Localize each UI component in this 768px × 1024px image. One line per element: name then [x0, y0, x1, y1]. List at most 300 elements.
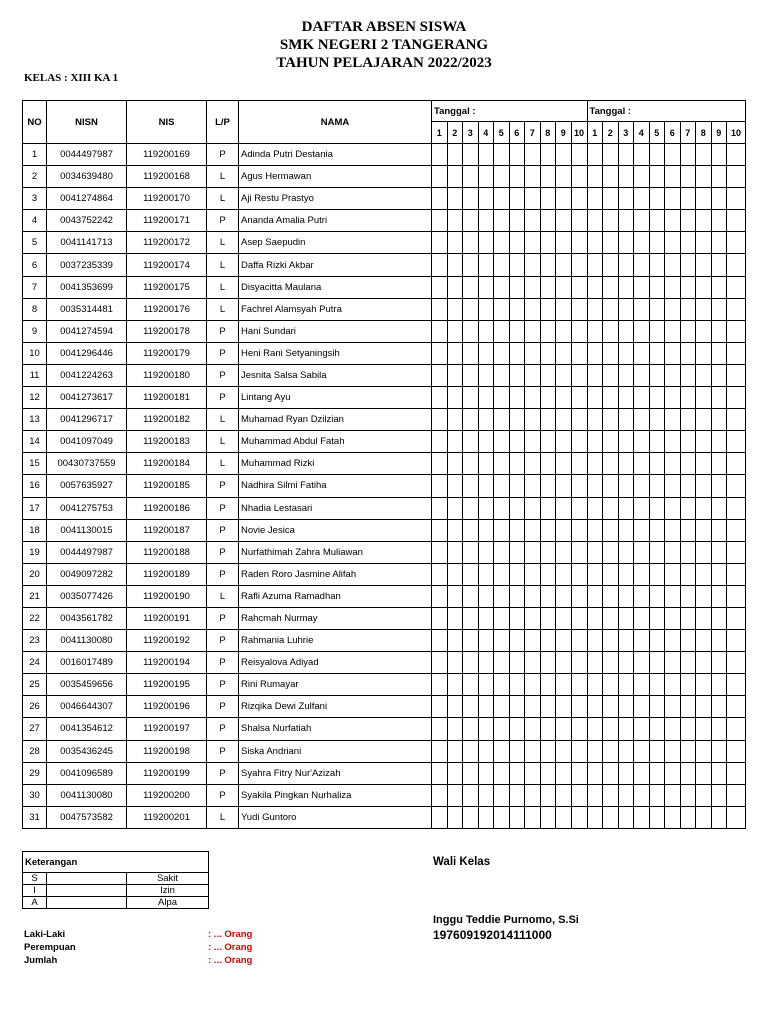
attendance-cell[interactable]: [727, 630, 746, 652]
attendance-cell[interactable]: [509, 166, 525, 188]
attendance-cell[interactable]: [618, 541, 634, 563]
attendance-cell[interactable]: [711, 674, 727, 696]
attendance-cell[interactable]: [494, 497, 510, 519]
attendance-cell[interactable]: [665, 806, 681, 828]
attendance-cell[interactable]: [432, 718, 448, 740]
attendance-cell[interactable]: [587, 674, 603, 696]
attendance-cell[interactable]: [618, 630, 634, 652]
attendance-cell[interactable]: [649, 806, 665, 828]
attendance-cell[interactable]: [509, 387, 525, 409]
attendance-cell[interactable]: [525, 254, 541, 276]
attendance-cell[interactable]: [665, 674, 681, 696]
attendance-cell[interactable]: [680, 210, 696, 232]
attendance-cell[interactable]: [571, 210, 587, 232]
attendance-cell[interactable]: [649, 674, 665, 696]
attendance-cell[interactable]: [696, 784, 712, 806]
attendance-cell[interactable]: [711, 784, 727, 806]
attendance-cell[interactable]: [727, 519, 746, 541]
attendance-cell[interactable]: [696, 806, 712, 828]
attendance-cell[interactable]: [478, 387, 494, 409]
attendance-cell[interactable]: [680, 652, 696, 674]
attendance-cell[interactable]: [509, 298, 525, 320]
attendance-cell[interactable]: [618, 497, 634, 519]
attendance-cell[interactable]: [618, 210, 634, 232]
attendance-cell[interactable]: [680, 674, 696, 696]
attendance-cell[interactable]: [556, 475, 572, 497]
attendance-cell[interactable]: [587, 806, 603, 828]
attendance-cell[interactable]: [525, 806, 541, 828]
attendance-cell[interactable]: [727, 541, 746, 563]
attendance-cell[interactable]: [478, 210, 494, 232]
attendance-cell[interactable]: [571, 387, 587, 409]
attendance-cell[interactable]: [463, 144, 479, 166]
attendance-cell[interactable]: [509, 762, 525, 784]
attendance-cell[interactable]: [509, 806, 525, 828]
attendance-cell[interactable]: [711, 762, 727, 784]
attendance-cell[interactable]: [727, 409, 746, 431]
attendance-cell[interactable]: [447, 188, 463, 210]
attendance-cell[interactable]: [494, 298, 510, 320]
attendance-cell[interactable]: [711, 718, 727, 740]
attendance-cell[interactable]: [540, 674, 556, 696]
attendance-cell[interactable]: [447, 607, 463, 629]
attendance-cell[interactable]: [540, 320, 556, 342]
attendance-cell[interactable]: [634, 696, 650, 718]
attendance-cell[interactable]: [696, 254, 712, 276]
attendance-cell[interactable]: [634, 210, 650, 232]
attendance-cell[interactable]: [556, 563, 572, 585]
attendance-cell[interactable]: [556, 453, 572, 475]
attendance-cell[interactable]: [540, 740, 556, 762]
attendance-cell[interactable]: [696, 674, 712, 696]
attendance-cell[interactable]: [509, 563, 525, 585]
attendance-cell[interactable]: [540, 298, 556, 320]
attendance-cell[interactable]: [696, 320, 712, 342]
attendance-cell[interactable]: [649, 696, 665, 718]
attendance-cell[interactable]: [478, 563, 494, 585]
attendance-cell[interactable]: [634, 607, 650, 629]
attendance-cell[interactable]: [494, 475, 510, 497]
attendance-cell[interactable]: [696, 144, 712, 166]
attendance-cell[interactable]: [509, 475, 525, 497]
attendance-cell[interactable]: [509, 364, 525, 386]
attendance-cell[interactable]: [540, 630, 556, 652]
attendance-cell[interactable]: [463, 607, 479, 629]
attendance-cell[interactable]: [696, 387, 712, 409]
attendance-cell[interactable]: [711, 342, 727, 364]
attendance-cell[interactable]: [432, 519, 448, 541]
attendance-cell[interactable]: [727, 696, 746, 718]
attendance-cell[interactable]: [540, 475, 556, 497]
attendance-cell[interactable]: [727, 784, 746, 806]
attendance-cell[interactable]: [665, 144, 681, 166]
attendance-cell[interactable]: [711, 541, 727, 563]
attendance-cell[interactable]: [478, 585, 494, 607]
attendance-cell[interactable]: [540, 387, 556, 409]
attendance-cell[interactable]: [494, 718, 510, 740]
attendance-cell[interactable]: [603, 166, 619, 188]
attendance-cell[interactable]: [587, 210, 603, 232]
attendance-cell[interactable]: [727, 232, 746, 254]
attendance-cell[interactable]: [603, 453, 619, 475]
attendance-cell[interactable]: [680, 364, 696, 386]
attendance-cell[interactable]: [665, 475, 681, 497]
attendance-cell[interactable]: [478, 630, 494, 652]
attendance-cell[interactable]: [649, 144, 665, 166]
attendance-cell[interactable]: [432, 144, 448, 166]
attendance-cell[interactable]: [478, 342, 494, 364]
attendance-cell[interactable]: [649, 342, 665, 364]
attendance-cell[interactable]: [603, 652, 619, 674]
attendance-cell[interactable]: [603, 784, 619, 806]
attendance-cell[interactable]: [525, 585, 541, 607]
attendance-cell[interactable]: [587, 144, 603, 166]
attendance-cell[interactable]: [665, 409, 681, 431]
attendance-cell[interactable]: [525, 740, 541, 762]
attendance-cell[interactable]: [525, 276, 541, 298]
attendance-cell[interactable]: [571, 320, 587, 342]
attendance-cell[interactable]: [711, 630, 727, 652]
attendance-cell[interactable]: [680, 541, 696, 563]
attendance-cell[interactable]: [525, 674, 541, 696]
attendance-cell[interactable]: [665, 607, 681, 629]
attendance-cell[interactable]: [603, 740, 619, 762]
attendance-cell[interactable]: [603, 144, 619, 166]
attendance-cell[interactable]: [494, 674, 510, 696]
attendance-cell[interactable]: [618, 718, 634, 740]
attendance-cell[interactable]: [540, 585, 556, 607]
attendance-cell[interactable]: [711, 364, 727, 386]
attendance-cell[interactable]: [432, 563, 448, 585]
attendance-cell[interactable]: [494, 563, 510, 585]
attendance-cell[interactable]: [680, 254, 696, 276]
attendance-cell[interactable]: [634, 364, 650, 386]
attendance-cell[interactable]: [727, 431, 746, 453]
attendance-cell[interactable]: [571, 696, 587, 718]
attendance-cell[interactable]: [665, 276, 681, 298]
attendance-cell[interactable]: [509, 497, 525, 519]
attendance-cell[interactable]: [649, 210, 665, 232]
attendance-cell[interactable]: [571, 254, 587, 276]
attendance-cell[interactable]: [556, 298, 572, 320]
attendance-cell[interactable]: [509, 652, 525, 674]
attendance-cell[interactable]: [447, 276, 463, 298]
attendance-cell[interactable]: [556, 276, 572, 298]
attendance-cell[interactable]: [463, 563, 479, 585]
attendance-cell[interactable]: [587, 453, 603, 475]
attendance-cell[interactable]: [432, 607, 448, 629]
attendance-cell[interactable]: [711, 740, 727, 762]
attendance-cell[interactable]: [525, 519, 541, 541]
attendance-cell[interactable]: [556, 762, 572, 784]
attendance-cell[interactable]: [680, 475, 696, 497]
attendance-cell[interactable]: [494, 696, 510, 718]
attendance-cell[interactable]: [540, 166, 556, 188]
attendance-cell[interactable]: [587, 497, 603, 519]
attendance-cell[interactable]: [540, 453, 556, 475]
attendance-cell[interactable]: [603, 806, 619, 828]
attendance-cell[interactable]: [696, 276, 712, 298]
attendance-cell[interactable]: [649, 630, 665, 652]
attendance-cell[interactable]: [680, 497, 696, 519]
attendance-cell[interactable]: [556, 585, 572, 607]
attendance-cell[interactable]: [509, 696, 525, 718]
attendance-cell[interactable]: [447, 674, 463, 696]
attendance-cell[interactable]: [649, 563, 665, 585]
attendance-cell[interactable]: [680, 718, 696, 740]
attendance-cell[interactable]: [618, 607, 634, 629]
attendance-cell[interactable]: [727, 364, 746, 386]
attendance-cell[interactable]: [447, 364, 463, 386]
attendance-cell[interactable]: [603, 762, 619, 784]
attendance-cell[interactable]: [665, 453, 681, 475]
attendance-cell[interactable]: [447, 806, 463, 828]
attendance-cell[interactable]: [556, 519, 572, 541]
attendance-cell[interactable]: [571, 563, 587, 585]
attendance-cell[interactable]: [447, 497, 463, 519]
attendance-cell[interactable]: [478, 276, 494, 298]
attendance-cell[interactable]: [711, 276, 727, 298]
attendance-cell[interactable]: [571, 806, 587, 828]
attendance-cell[interactable]: [587, 762, 603, 784]
attendance-cell[interactable]: [634, 497, 650, 519]
attendance-cell[interactable]: [540, 541, 556, 563]
attendance-cell[interactable]: [432, 585, 448, 607]
attendance-cell[interactable]: [432, 320, 448, 342]
attendance-cell[interactable]: [649, 762, 665, 784]
attendance-cell[interactable]: [649, 718, 665, 740]
attendance-cell[interactable]: [540, 210, 556, 232]
attendance-cell[interactable]: [571, 232, 587, 254]
attendance-cell[interactable]: [478, 652, 494, 674]
attendance-cell[interactable]: [525, 232, 541, 254]
attendance-cell[interactable]: [649, 409, 665, 431]
attendance-cell[interactable]: [711, 387, 727, 409]
attendance-cell[interactable]: [696, 409, 712, 431]
attendance-cell[interactable]: [509, 144, 525, 166]
attendance-cell[interactable]: [509, 674, 525, 696]
attendance-cell[interactable]: [649, 188, 665, 210]
attendance-cell[interactable]: [556, 364, 572, 386]
attendance-cell[interactable]: [432, 166, 448, 188]
attendance-cell[interactable]: [618, 387, 634, 409]
attendance-cell[interactable]: [649, 232, 665, 254]
attendance-cell[interactable]: [634, 409, 650, 431]
attendance-cell[interactable]: [540, 784, 556, 806]
attendance-cell[interactable]: [618, 166, 634, 188]
attendance-cell[interactable]: [634, 342, 650, 364]
attendance-cell[interactable]: [432, 740, 448, 762]
attendance-cell[interactable]: [587, 652, 603, 674]
attendance-cell[interactable]: [556, 232, 572, 254]
attendance-cell[interactable]: [618, 232, 634, 254]
attendance-cell[interactable]: [680, 696, 696, 718]
attendance-cell[interactable]: [432, 342, 448, 364]
attendance-cell[interactable]: [571, 453, 587, 475]
attendance-cell[interactable]: [711, 210, 727, 232]
attendance-cell[interactable]: [665, 232, 681, 254]
attendance-cell[interactable]: [540, 762, 556, 784]
attendance-cell[interactable]: [556, 320, 572, 342]
attendance-cell[interactable]: [696, 762, 712, 784]
attendance-cell[interactable]: [463, 762, 479, 784]
attendance-cell[interactable]: [587, 166, 603, 188]
attendance-cell[interactable]: [494, 342, 510, 364]
attendance-cell[interactable]: [634, 320, 650, 342]
attendance-cell[interactable]: [463, 652, 479, 674]
attendance-cell[interactable]: [525, 166, 541, 188]
attendance-cell[interactable]: [649, 585, 665, 607]
attendance-cell[interactable]: [571, 364, 587, 386]
attendance-cell[interactable]: [727, 276, 746, 298]
attendance-cell[interactable]: [618, 320, 634, 342]
attendance-cell[interactable]: [556, 342, 572, 364]
attendance-cell[interactable]: [680, 188, 696, 210]
attendance-cell[interactable]: [571, 630, 587, 652]
attendance-cell[interactable]: [463, 276, 479, 298]
attendance-cell[interactable]: [447, 166, 463, 188]
attendance-cell[interactable]: [463, 210, 479, 232]
attendance-cell[interactable]: [603, 718, 619, 740]
attendance-cell[interactable]: [509, 320, 525, 342]
attendance-cell[interactable]: [478, 519, 494, 541]
attendance-cell[interactable]: [571, 497, 587, 519]
attendance-cell[interactable]: [634, 387, 650, 409]
attendance-cell[interactable]: [447, 630, 463, 652]
attendance-cell[interactable]: [727, 497, 746, 519]
attendance-cell[interactable]: [696, 519, 712, 541]
attendance-cell[interactable]: [618, 740, 634, 762]
attendance-cell[interactable]: [634, 563, 650, 585]
attendance-cell[interactable]: [463, 718, 479, 740]
attendance-cell[interactable]: [556, 254, 572, 276]
attendance-cell[interactable]: [463, 585, 479, 607]
attendance-cell[interactable]: [634, 188, 650, 210]
attendance-cell[interactable]: [447, 431, 463, 453]
attendance-cell[interactable]: [556, 652, 572, 674]
attendance-cell[interactable]: [587, 320, 603, 342]
attendance-cell[interactable]: [618, 276, 634, 298]
attendance-cell[interactable]: [634, 232, 650, 254]
attendance-cell[interactable]: [587, 342, 603, 364]
attendance-cell[interactable]: [556, 607, 572, 629]
attendance-cell[interactable]: [509, 718, 525, 740]
attendance-cell[interactable]: [649, 607, 665, 629]
attendance-cell[interactable]: [447, 453, 463, 475]
attendance-cell[interactable]: [618, 342, 634, 364]
attendance-cell[interactable]: [618, 696, 634, 718]
attendance-cell[interactable]: [540, 563, 556, 585]
attendance-cell[interactable]: [680, 276, 696, 298]
attendance-cell[interactable]: [618, 519, 634, 541]
attendance-cell[interactable]: [603, 342, 619, 364]
attendance-cell[interactable]: [494, 320, 510, 342]
attendance-cell[interactable]: [727, 674, 746, 696]
attendance-cell[interactable]: [634, 453, 650, 475]
attendance-cell[interactable]: [556, 387, 572, 409]
attendance-cell[interactable]: [432, 210, 448, 232]
attendance-cell[interactable]: [478, 762, 494, 784]
attendance-cell[interactable]: [665, 784, 681, 806]
attendance-cell[interactable]: [696, 453, 712, 475]
attendance-cell[interactable]: [447, 144, 463, 166]
attendance-cell[interactable]: [447, 696, 463, 718]
attendance-cell[interactable]: [711, 320, 727, 342]
attendance-cell[interactable]: [587, 563, 603, 585]
attendance-cell[interactable]: [525, 188, 541, 210]
attendance-cell[interactable]: [603, 431, 619, 453]
attendance-cell[interactable]: [494, 431, 510, 453]
attendance-cell[interactable]: [509, 607, 525, 629]
attendance-cell[interactable]: [540, 431, 556, 453]
attendance-cell[interactable]: [447, 784, 463, 806]
attendance-cell[interactable]: [494, 784, 510, 806]
attendance-cell[interactable]: [680, 630, 696, 652]
attendance-cell[interactable]: [680, 166, 696, 188]
attendance-cell[interactable]: [603, 188, 619, 210]
attendance-cell[interactable]: [571, 188, 587, 210]
attendance-cell[interactable]: [634, 519, 650, 541]
attendance-cell[interactable]: [665, 762, 681, 784]
attendance-cell[interactable]: [587, 475, 603, 497]
attendance-cell[interactable]: [432, 652, 448, 674]
attendance-cell[interactable]: [556, 541, 572, 563]
attendance-cell[interactable]: [447, 298, 463, 320]
attendance-cell[interactable]: [665, 585, 681, 607]
attendance-cell[interactable]: [649, 497, 665, 519]
attendance-cell[interactable]: [727, 166, 746, 188]
attendance-cell[interactable]: [680, 784, 696, 806]
attendance-cell[interactable]: [665, 166, 681, 188]
attendance-cell[interactable]: [447, 232, 463, 254]
attendance-cell[interactable]: [696, 607, 712, 629]
attendance-cell[interactable]: [618, 188, 634, 210]
attendance-cell[interactable]: [634, 784, 650, 806]
attendance-cell[interactable]: [680, 320, 696, 342]
attendance-cell[interactable]: [603, 497, 619, 519]
attendance-cell[interactable]: [727, 475, 746, 497]
attendance-cell[interactable]: [711, 696, 727, 718]
attendance-cell[interactable]: [494, 409, 510, 431]
attendance-cell[interactable]: [525, 431, 541, 453]
attendance-cell[interactable]: [711, 254, 727, 276]
attendance-cell[interactable]: [571, 409, 587, 431]
attendance-cell[interactable]: [711, 232, 727, 254]
attendance-cell[interactable]: [680, 519, 696, 541]
attendance-cell[interactable]: [571, 276, 587, 298]
attendance-cell[interactable]: [525, 387, 541, 409]
attendance-cell[interactable]: [665, 431, 681, 453]
attendance-cell[interactable]: [649, 364, 665, 386]
attendance-cell[interactable]: [478, 607, 494, 629]
attendance-cell[interactable]: [447, 541, 463, 563]
attendance-cell[interactable]: [649, 519, 665, 541]
attendance-cell[interactable]: [432, 784, 448, 806]
attendance-cell[interactable]: [525, 453, 541, 475]
attendance-cell[interactable]: [525, 144, 541, 166]
attendance-cell[interactable]: [478, 431, 494, 453]
attendance-cell[interactable]: [463, 806, 479, 828]
attendance-cell[interactable]: [603, 630, 619, 652]
attendance-cell[interactable]: [509, 342, 525, 364]
attendance-cell[interactable]: [447, 718, 463, 740]
attendance-cell[interactable]: [478, 453, 494, 475]
attendance-cell[interactable]: [571, 541, 587, 563]
attendance-cell[interactable]: [509, 232, 525, 254]
attendance-cell[interactable]: [634, 762, 650, 784]
attendance-cell[interactable]: [603, 254, 619, 276]
attendance-cell[interactable]: [711, 563, 727, 585]
